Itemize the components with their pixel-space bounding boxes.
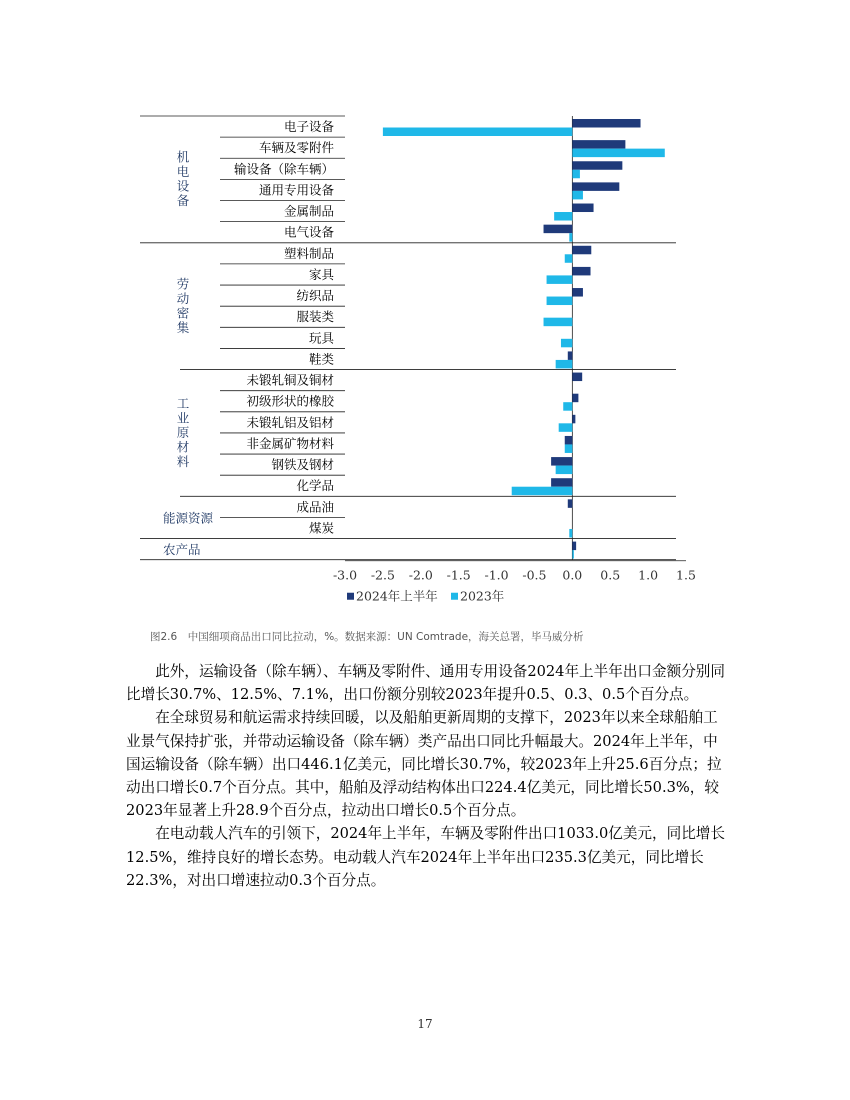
x-tick-label: 1.0 (638, 567, 659, 583)
category-label: 通用专用设备 (258, 182, 334, 198)
category-label: 鞋类 (308, 351, 334, 367)
figure-caption: 图2.6 中国细项商品出口同比拉动，%。数据来源：UN Comtrade，海关总署，毕马威分析 (150, 631, 584, 643)
bar-2024h1-化学品 (551, 478, 572, 487)
bar-2024h1-初级形状的橡胶 (572, 394, 578, 403)
bar-2024h1-agri (572, 542, 576, 551)
x-tick-label: -1.0 (484, 567, 509, 583)
x-tick-label: -2.0 (408, 567, 433, 583)
bar-2024h1-塑料制品 (572, 246, 591, 255)
category-label: 车辆及零附件 (258, 140, 334, 156)
bar-2023-服装类 (544, 318, 573, 327)
legend-label-2024h1: 2024年上半年 (356, 588, 438, 604)
group-label-char: 材 (176, 439, 190, 455)
category-label: 煤炭 (308, 520, 334, 536)
bar-2023-车辆及零附件 (572, 149, 664, 158)
x-tick-label: -1.5 (446, 567, 471, 583)
category-label: 玩具 (308, 330, 334, 346)
bar-2023-鞋类 (556, 360, 573, 369)
x-axis-ticks (333, 568, 696, 583)
group-label-char: 设 (176, 178, 190, 194)
category-label: 电子设备 (283, 119, 334, 134)
bar-2024h1-未锻轧铜及铜材 (572, 373, 582, 382)
bar-2024h1-电子设备 (572, 119, 640, 128)
category-label: 金属制品 (283, 203, 334, 219)
category-label: 未锻轧铜及铜材 (246, 372, 334, 388)
group-label-char: 备 (176, 193, 190, 209)
bar-2023-非金属矿物材料 (565, 444, 573, 453)
bar-2024h1-未锻轧铝及铝材 (572, 415, 575, 424)
group-label-char: 机 (176, 149, 190, 165)
group-label-char: 动 (176, 290, 190, 306)
category-label: 未锻轧铝及铝材 (246, 414, 334, 430)
bar-2023-家具 (547, 275, 573, 284)
bar-2023-煤炭 (569, 529, 572, 538)
category-label: 初级形状的橡胶 (246, 393, 334, 409)
group-label-char: 料 (176, 453, 190, 469)
bar-2024h1-家具 (572, 267, 590, 276)
bar-2023-未锻轧铝及铝材 (559, 423, 573, 432)
x-tick-label: -2.5 (370, 567, 395, 583)
group-label: 农产品 (163, 542, 201, 558)
bar-2024h1-非金属矿物材料 (565, 436, 573, 445)
bar-2023-金属制品 (554, 212, 572, 221)
bar-2024h1-成品油 (568, 499, 573, 508)
bar-2024h1-通用专用设备 (572, 182, 619, 191)
bar-2023-塑料制品 (565, 254, 573, 263)
group-label-char: 集 (176, 319, 190, 335)
category-label: 成品油 (296, 499, 334, 515)
category-label: 电气设备 (283, 224, 334, 240)
bar-2024h1-车辆及零附件 (572, 140, 625, 149)
category-label: 纺织品 (296, 288, 334, 304)
paragraph-3: 在电动载人汽车的引领下，2024年上半年，车辆及零附件出口1033.0亿美元，同比增长12.5%，维持良好的增长态势。电动载人汽车2024年上半年出口235.3亿美元，同比增长22.3%，对出口增速拉动0.3个百分点。 (126, 825, 725, 889)
body-text (126, 660, 726, 892)
bar-2023-化学品 (512, 487, 573, 496)
bar-2023-输设备（除车辆） (572, 170, 580, 179)
bar-2023-agri (572, 550, 574, 559)
paragraph-1: 此外，运输设备（除车辆）、车辆及零附件、通用专用设备2024年上半年出口金额分别同比增长30.7%、12.5%、7.1%，出口份额分别较2023年提升0.5、0.3、0.5个百分点。 (126, 663, 725, 704)
bar-2023-玩具 (561, 339, 572, 348)
legend-label-2023: 2023年 (460, 588, 505, 604)
group-label: 能源资源 (163, 510, 214, 526)
bar-2023-电气设备 (569, 233, 572, 242)
x-tick-label: 1.5 (676, 567, 696, 583)
category-label: 钢铁及钢材 (271, 457, 334, 473)
category-label: 输设备（除车辆） (233, 161, 334, 177)
group-label-char: 业 (176, 410, 190, 426)
bar-2023-电子设备 (383, 128, 572, 137)
bar-2024h1-纺织品 (572, 288, 583, 297)
bar-2023-纺织品 (547, 297, 573, 306)
category-label: 塑料制品 (283, 245, 334, 261)
legend-swatch-2023 (451, 593, 458, 600)
category-label: 化学品 (296, 478, 334, 494)
group-label-char: 密 (176, 305, 190, 321)
bar-2024h1-金属制品 (572, 204, 593, 213)
chart-legend (347, 589, 504, 604)
group-label-char: 原 (176, 424, 190, 440)
bar-2024h1-鞋类 (568, 351, 573, 360)
page-number: 17 (417, 1017, 433, 1031)
bar-2024h1-输设备（除车辆） (572, 161, 622, 170)
legend-swatch-2024h1 (347, 593, 354, 600)
group-label-char: 工 (176, 395, 190, 411)
bar-2023-钢铁及钢材 (556, 466, 573, 475)
group-label-char: 劳 (176, 276, 190, 292)
paragraph-2: 在全球贸易和航运需求持续回暖，以及船舶更新周期的支撑下，2023年以来全球船舶工业景气保持扩张，并带动运输设备（除车辆）类产品出口同比升幅最大。2024年上半年，中国运输设备（除车辆）出口446.1亿美元，同比增长30.7%，较2023年上升25.6百分点；拉动出口增长0.7个百分点。其中，船舶及浮动结构体出口224.4亿美元，同比增长50.3%，较2023年显著上升28.9个百分点，拉动出口增长0.5个百分点。 (126, 709, 722, 820)
bar-2024h1-电气设备 (544, 225, 573, 234)
group-label-char: 电 (176, 164, 190, 180)
category-label: 非金属矿物材料 (246, 435, 334, 451)
x-tick-label: 0.5 (600, 567, 621, 583)
category-label: 服装类 (296, 309, 334, 325)
x-tick-label: 0.0 (562, 567, 583, 583)
x-tick-label: -0.5 (522, 567, 547, 583)
category-label: 家具 (308, 266, 334, 282)
bar-2023-初级形状的橡胶 (563, 402, 572, 411)
bar-2023-通用专用设备 (572, 191, 583, 200)
chart-bars (383, 119, 665, 559)
x-tick-label: -3.0 (332, 567, 358, 583)
bar-2024h1-钢铁及钢材 (551, 457, 572, 466)
